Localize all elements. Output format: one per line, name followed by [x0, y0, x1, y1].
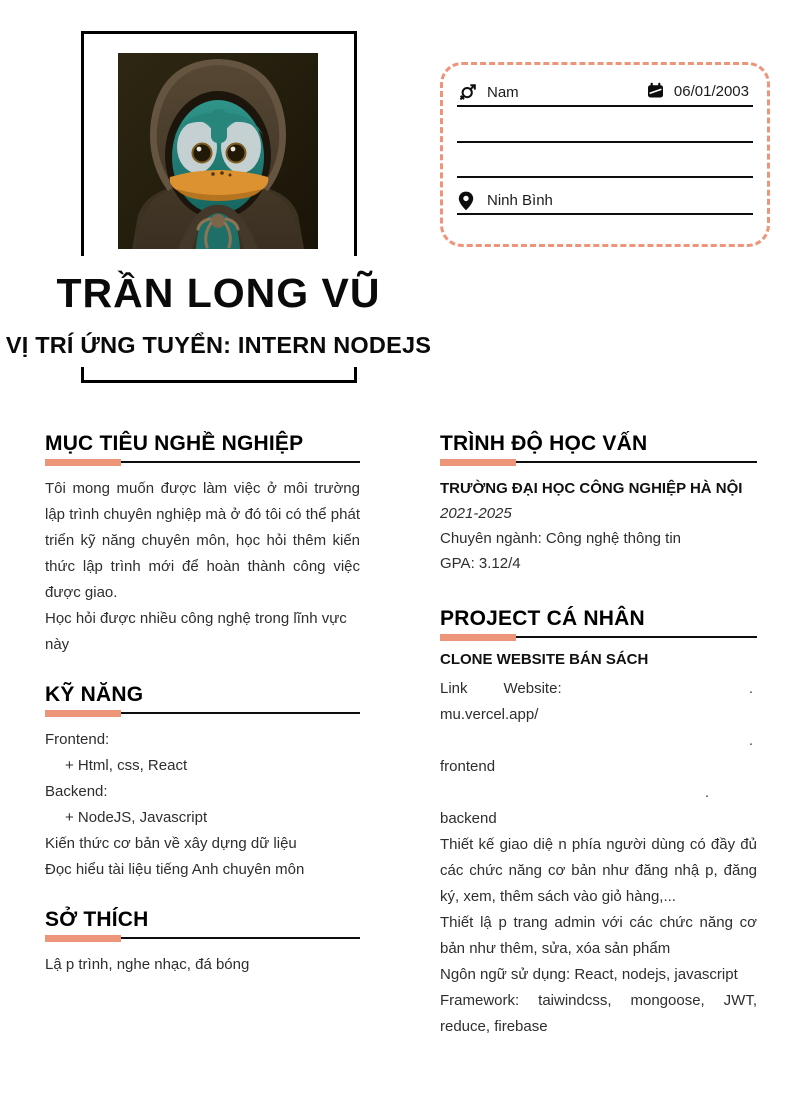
project-frameworks: Framework: taiwindcss, mongoose, JWT, reduce, firebase	[440, 992, 757, 1035]
gender-icon	[458, 83, 476, 102]
section-title-skills: KỸ NĂNG	[45, 683, 144, 706]
skill-line: + Html, css, React	[65, 757, 188, 774]
project-languages: Ngôn ngữ sử dụng: React, nodejs, javascript	[440, 966, 738, 983]
project-description-2: Thiết lậ p trang admin với các chức năng cơ bản như thêm, sửa, xóa sản phẩm	[440, 914, 757, 957]
accent-bar	[440, 459, 516, 466]
info-row-gender-dob	[457, 81, 753, 107]
stray-dot: .	[748, 680, 753, 697]
blank-dot-row	[440, 780, 757, 806]
section-title-education: TRÌNH ĐỘ HỌC VẤN	[440, 432, 648, 455]
section-rule	[45, 461, 360, 463]
skill-line: Kiến thức cơ bản về xây dựng dữ liệu	[45, 835, 297, 852]
stray-dot: .	[704, 784, 709, 801]
left-column	[45, 432, 360, 978]
gender-value: Nam	[487, 84, 519, 101]
profile-photo	[118, 53, 318, 249]
stray-dot: .	[748, 732, 753, 749]
birthdate-value: 06/01/2003	[673, 83, 749, 100]
location-pin-icon	[458, 191, 476, 210]
info-row-empty-2	[457, 152, 753, 178]
education-school: TRƯỜNG ĐẠI HỌC CÔNG NGHIỆP HÀ NỘI	[440, 480, 743, 497]
project-details	[440, 676, 757, 1040]
skill-line: + NodeJS, Javascript	[65, 809, 208, 826]
section-title-hobbies: SỞ THÍCH	[45, 908, 149, 931]
education-gpa: GPA: 3.12/4	[440, 555, 521, 572]
section-rule	[45, 712, 360, 714]
dob-group	[647, 82, 749, 101]
education-major: Chuyên ngành: Công nghệ thông tin	[440, 530, 682, 547]
address-value: Ninh Bình	[487, 192, 553, 209]
website-word: Website:	[503, 680, 562, 697]
applied-position: VỊ TRÍ ỨNG TUYỂN: INTERN NODEJS	[5, 332, 432, 358]
info-row-address	[457, 189, 753, 215]
project-name: CLONE WEBSITE BÁN SÁCH	[440, 651, 649, 668]
project-description-1: Thiết kế giao diệ n phía người dùng có đầy đủ các chức năng cơ bản như đăng nhậ p, đăng ký, xem, thêm sách vào giỏ hàng,...	[440, 836, 757, 905]
skills-list	[45, 727, 360, 883]
accent-bar	[45, 710, 121, 717]
blank-dot-row	[440, 728, 757, 754]
education-years: 2021-2025	[440, 505, 512, 522]
accent-bar	[45, 459, 121, 466]
section-rule	[440, 461, 757, 463]
skill-line: Frontend:	[45, 731, 110, 748]
project-backend-label: backend	[440, 810, 497, 827]
section-title-objective: MỤC TIÊU NGHỀ NGHIỆP	[45, 432, 304, 455]
section-rule	[45, 937, 360, 939]
project-url[interactable]: mu.vercel.app/	[440, 706, 539, 723]
right-column	[440, 432, 757, 1040]
calendar-icon	[647, 82, 665, 101]
duck-portrait-illustration	[118, 53, 318, 249]
skill-line: Đọc hiểu tài liệu tiếng Anh chuyên môn	[45, 861, 305, 878]
objective-paragraph-2: Học hỏi được nhiều công nghệ trong lĩnh vực này	[45, 610, 347, 653]
link-word: Link	[440, 680, 468, 697]
accent-bar	[45, 935, 121, 942]
section-rule	[440, 636, 757, 638]
project-link-row	[440, 676, 757, 702]
title-block	[0, 256, 437, 367]
section-title-project: PROJECT CÁ NHÂN	[440, 607, 645, 630]
info-row-empty-1	[457, 117, 753, 143]
project-frontend-label: frontend	[440, 758, 496, 775]
personal-info-box	[440, 62, 770, 247]
candidate-name: TRẦN LONG VŨ	[56, 270, 381, 316]
skill-line: Backend:	[45, 783, 108, 800]
objective-paragraph: Tôi mong muốn được làm việc ở môi trường lập trình chuyên nghiệp mà ở đó tôi có thể phát triển kỹ năng chuyên môn, học hỏi thêm kiến thức lập trình mới để hoàn thành công việc được giao.	[45, 480, 360, 601]
hobbies-line: Lậ p trình, nghe nhạc, đá bóng	[45, 956, 250, 973]
accent-bar	[440, 634, 516, 641]
